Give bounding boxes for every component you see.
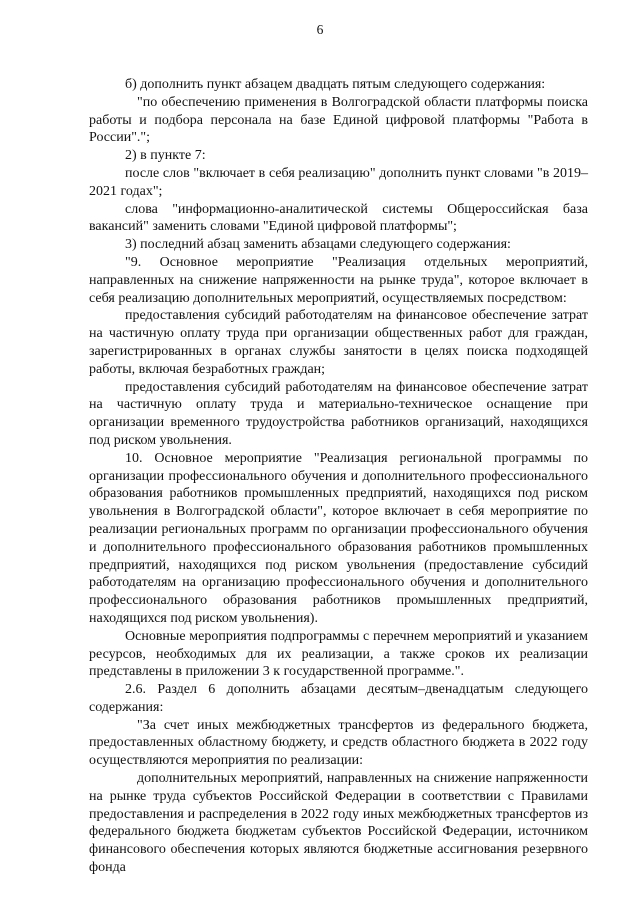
paragraph-replace-words: слова "информационно-аналитической системы Общероссийская база вакансий" заменить словами "Единой цифровой платформы"; <box>89 201 588 235</box>
paragraph-after-words: после слов "включает в себя реализацию" дополнить пункт словами "в 2019–2021 годах"; <box>89 165 588 199</box>
paragraph-item-2: 2) в пункте 7: <box>125 148 206 164</box>
document-body <box>89 76 588 877</box>
paragraph-additional-measures: дополнительных мероприятий, направленных на снижение напряженности на рынке труда субъектов Российской Федерации в соответствии с Правилами предоставления и распределения в 2022 году иных межбюджетных трансфертов из федерального бюджета бюджетам субъектов Российской Федерации, источником финансового обеспечения которых являются бюджетные ассигнования резервного фонда <box>89 771 588 876</box>
paragraph-transfers: "За счет иных межбюджетных трансфертов из федерального бюджета, предоставленных областному бюджету, и средств областного бюджета в 2022 году осуществляются мероприятия по реализации: <box>89 717 588 769</box>
page-number: 6 <box>316 22 324 37</box>
paragraph-quote-platform: "по обеспечению применения в Волгоградской области платформы поиска работы и подбора персонала на базе Единой цифровой платформы "Работа в России"."; <box>89 94 588 146</box>
paragraph-main-measure-9: "9. Основное мероприятие "Реализация отдельных мероприятий, направленных на снижение напряженности на рынке труда", которое включает в себя реализацию дополнительных мероприятий, осуществляемых посредством: <box>89 254 588 306</box>
paragraph-main-measures-summary: Основные мероприятия подпрограммы с перечнем мероприятий и указанием ресурсов, необходимых для их реализации, а также сроков их реализации представлены в приложении 3 к государственной программе.". <box>89 628 588 680</box>
paragraph-item-3: 3) последний абзац заменить абзацами следующего содержания: <box>125 237 511 253</box>
paragraph-subsidy-public-works: предоставления субсидий работодателям на финансовое обеспечение затрат на частичную оплату труда при организации общественных работ для граждан, зарегистрированных в органах службы занятости в целях поиска подходящей работы, включая безработных граждан; <box>89 308 588 377</box>
paragraph-subsidy-temporary-employment: предоставления субсидий работодателям на финансовое обеспечение затрат на частичную оплату труда и материально-техническое оснащение при организации временного трудоустройства работников организаций, находящихся под риском увольнения. <box>89 379 588 448</box>
paragraph-section-6: 2.6. Раздел 6 дополнить абзацами десятым–двенадцатым следующего содержания: <box>89 682 588 715</box>
paragraph-item-b: б) дополнить пункт абзацем двадцать пятым следующего содержания: <box>125 77 546 92</box>
paragraph-main-measure-10: 10. Основное мероприятие "Реализация региональной программы по организации профессионального обучения и дополнительного профессионального образования работников промышленных предприятий, находящихся под риском увольнения в Волгоградской области", которое включает в себя мероприятие по реализации региональных программ по организации профессионального обучения и дополнительного профессионального образования работников промышленных предприятий, находящихся под риском увольнения (предоставление субсидий работодателям на организацию профессионального обучения и дополнительного профессионального образования работников промышленных предприятий, находящихся под риском увольнения). <box>89 450 588 626</box>
